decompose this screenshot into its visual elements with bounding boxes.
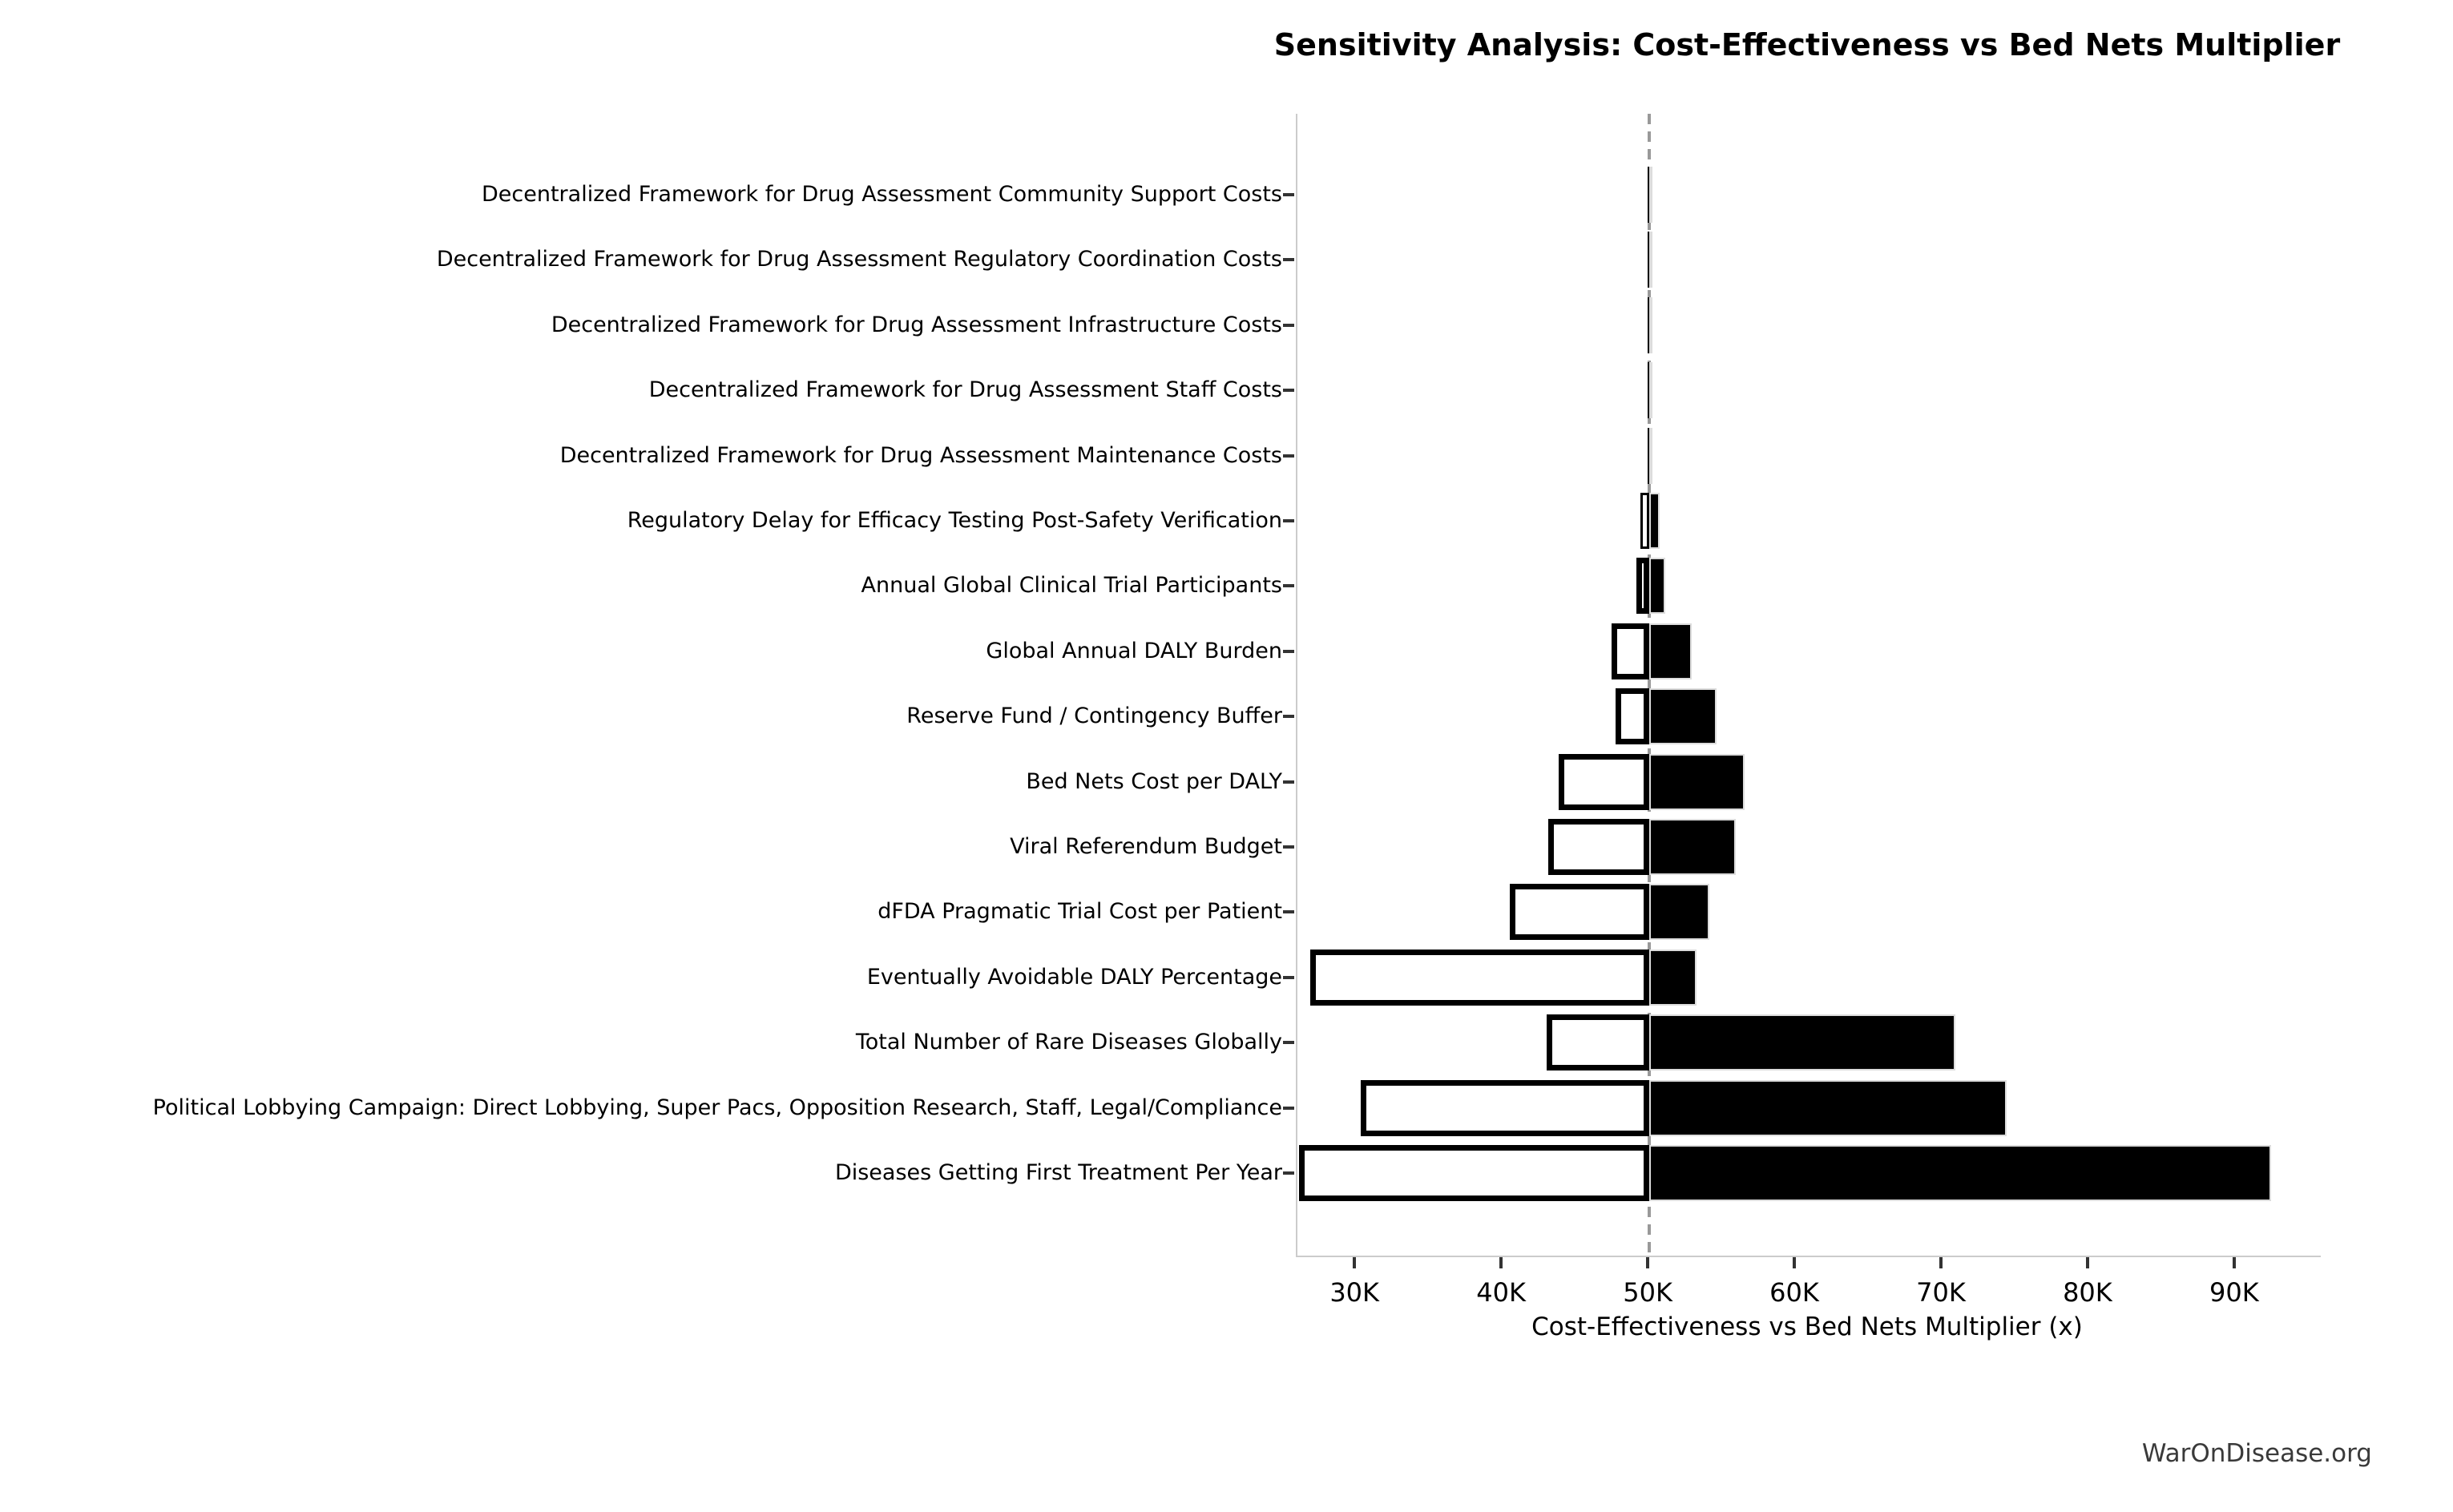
category-label: Political Lobbying Campaign: Direct Lobbying, Super Pacs, Opposition Research, Staff, Legal/Compliance [152, 1095, 1282, 1120]
category-label: Global Annual DALY Burden [986, 638, 1282, 663]
category-label: Viral Referendum Budget [1010, 834, 1282, 859]
bar-low [1636, 558, 1649, 614]
bar-high [1649, 950, 1697, 1006]
bar-low [1640, 493, 1649, 549]
x-tick [1499, 1257, 1503, 1268]
y-tick [1283, 519, 1294, 522]
x-tick [1646, 1257, 1649, 1268]
bar-low [1310, 950, 1649, 1006]
bar-high [1649, 754, 1745, 810]
bar-high [1649, 428, 1652, 484]
category-label: Total Number of Rare Diseases Globally [855, 1030, 1282, 1055]
category-label: Annual Global Clinical Trial Participants [861, 573, 1282, 599]
bar-high [1649, 232, 1652, 288]
category-label: Regulatory Delay for Efficacy Testing Post-Safety Verification [627, 508, 1282, 533]
y-tick [1283, 1041, 1294, 1044]
bar-low [1547, 1014, 1649, 1070]
plot-area [1296, 114, 2321, 1257]
category-label: Decentralized Framework for Drug Assessment Maintenance Costs [559, 442, 1282, 468]
bar-low [1361, 1080, 1649, 1136]
bar-low [1616, 688, 1649, 744]
y-tick [1283, 584, 1294, 587]
bar-high [1649, 688, 1717, 744]
bar-high [1649, 1014, 1955, 1070]
y-tick [1283, 845, 1294, 849]
bar-high [1649, 297, 1652, 353]
x-tick-label: 40K [1476, 1277, 1526, 1308]
x-tick [2233, 1257, 2236, 1268]
category-label: Decentralized Framework for Drug Assessment Infrastructure Costs [551, 312, 1282, 337]
bar-high [1649, 623, 1692, 679]
bar-high [1649, 819, 1736, 875]
category-label: Decentralized Framework for Drug Assessment Regulatory Coordination Costs [436, 247, 1282, 272]
x-tick-label: 50K [1623, 1277, 1672, 1308]
bar-high [1649, 1080, 2007, 1136]
bar-low [1510, 884, 1649, 940]
y-tick [1283, 780, 1294, 784]
bar-high [1649, 884, 1709, 940]
x-tick-label: 80K [2063, 1277, 2112, 1308]
category-label: Diseases Getting First Treatment Per Year [834, 1160, 1282, 1185]
y-tick [1283, 389, 1294, 392]
bar-high [1649, 1145, 2271, 1201]
bar-low [1299, 1145, 1649, 1201]
category-label: Decentralized Framework for Drug Assessment Staff Costs [648, 377, 1282, 403]
y-tick [1283, 910, 1294, 913]
bar-high [1649, 493, 1660, 549]
x-axis-label: Cost-Effectiveness vs Bed Nets Multiplier (x) [1531, 1312, 2083, 1341]
x-tick-label: 60K [1769, 1277, 1819, 1308]
bar-high [1649, 362, 1652, 418]
category-label: Decentralized Framework for Drug Assessment Community Support Costs [482, 182, 1282, 207]
x-tick [1353, 1257, 1356, 1268]
y-tick [1283, 715, 1294, 718]
y-tick [1283, 650, 1294, 653]
x-tick [1793, 1257, 1796, 1268]
y-tick [1283, 1171, 1294, 1175]
x-tick-label: 70K [1916, 1277, 1966, 1308]
x-tick-label: 90K [2209, 1277, 2259, 1308]
x-tick [2086, 1257, 2089, 1268]
y-tick [1283, 1107, 1294, 1110]
y-tick [1283, 258, 1294, 261]
y-tick [1283, 324, 1294, 327]
bar-low [1548, 819, 1649, 875]
category-label: Eventually Avoidable DALY Percentage [866, 964, 1282, 990]
x-tick [1939, 1257, 1943, 1268]
category-label: Bed Nets Cost per DALY [1026, 768, 1282, 794]
bar-low [1559, 754, 1649, 810]
y-tick [1283, 454, 1294, 458]
x-tick-label: 30K [1329, 1277, 1380, 1308]
category-label: dFDA Pragmatic Trial Cost per Patient [878, 899, 1282, 925]
bar-low [1612, 623, 1650, 679]
y-tick [1283, 193, 1294, 196]
category-label: Reserve Fund / Contingency Buffer [906, 704, 1282, 729]
y-tick [1283, 976, 1294, 979]
watermark-text: WarOnDisease.org [2141, 1439, 2372, 1468]
bar-high [1649, 558, 1665, 614]
chart-title: Sensitivity Analysis: Cost-Effectiveness vs Bed Nets Multiplier [1273, 27, 2341, 62]
bar-high [1649, 167, 1652, 223]
